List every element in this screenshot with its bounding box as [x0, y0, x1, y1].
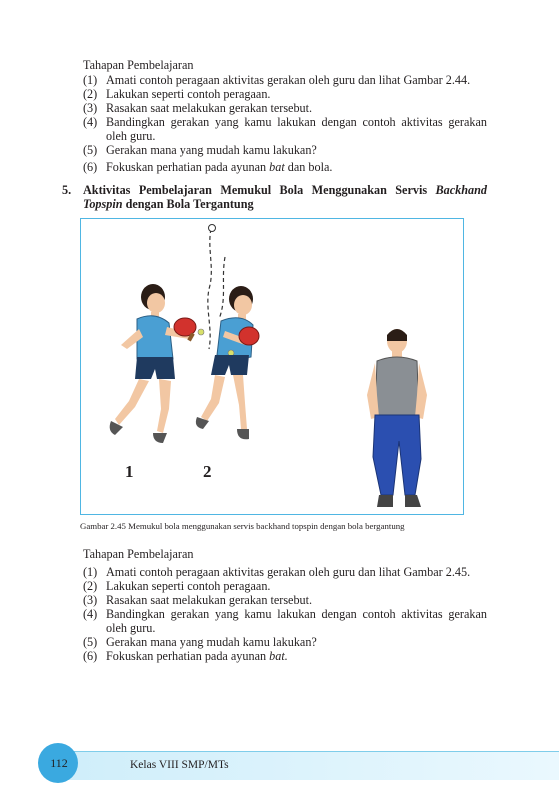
section-title: 5. Aktivitas Pembelajaran Memukul Bola Menggunakan Servis Backhand Topspin dengan Bola Tergantung	[62, 183, 487, 211]
section1-steps	[83, 73, 487, 174]
section1-heading: Tahapan Pembelajaran	[83, 58, 194, 72]
list-item: (2) Lakukan seperti contoh peragaan.	[83, 579, 271, 593]
teacher-figure	[367, 329, 427, 507]
list-item: (3) Rasakan saat melakukan gerakan tersebut.	[83, 101, 313, 115]
list-item: (3) Rasakan saat melakukan gerakan tersebut.	[83, 593, 313, 607]
page-number: 112	[50, 756, 68, 770]
list-item: (2) Lakukan seperti contoh peragaan.	[83, 87, 271, 101]
list-item: (5) Gerakan mana yang mudah kamu lakukan?	[83, 635, 317, 649]
section2-steps	[83, 565, 487, 663]
player-2	[196, 286, 259, 439]
list-item: (4) Bandingkan gerakan yang kamu lakukan dengan contoh aktivitas gerakan oleh guru.	[83, 115, 487, 143]
figure-box	[80, 218, 464, 515]
list-item: (1) Amati contoh peragaan aktivitas gerakan oleh guru dan lihat Gambar 2.44.	[83, 73, 471, 87]
section-number: 5.	[62, 183, 72, 197]
list-item: (6) Fokuskan perhatian pada ayunan bat dan bola.	[83, 160, 333, 174]
section2-heading: Tahapan Pembelajaran	[83, 547, 194, 561]
swing-path	[208, 229, 211, 349]
player-1	[110, 284, 204, 443]
list-item: (5) Gerakan mana yang mudah kamu lakukan?	[83, 143, 317, 157]
list-item: (4) Bandingkan gerakan yang kamu lakukan dengan contoh aktivitas gerakan oleh guru.	[83, 607, 487, 635]
figure-label-2: 2	[203, 462, 212, 481]
figure-illustration	[81, 219, 465, 516]
ball-top	[209, 225, 216, 232]
figure-label-1: 1	[125, 462, 134, 481]
list-item: (6) Fokuskan perhatian pada ayunan bat.	[83, 649, 288, 663]
figure-caption: Gambar 2.45 Memukul bola menggunakan servis backhand topspin dengan bola bergantung	[80, 521, 405, 531]
book-title: Kelas VIII SMP/MTs	[130, 759, 229, 771]
list-item: (1) Amati contoh peragaan aktivitas gerakan oleh guru dan lihat Gambar 2.45.	[83, 565, 471, 579]
